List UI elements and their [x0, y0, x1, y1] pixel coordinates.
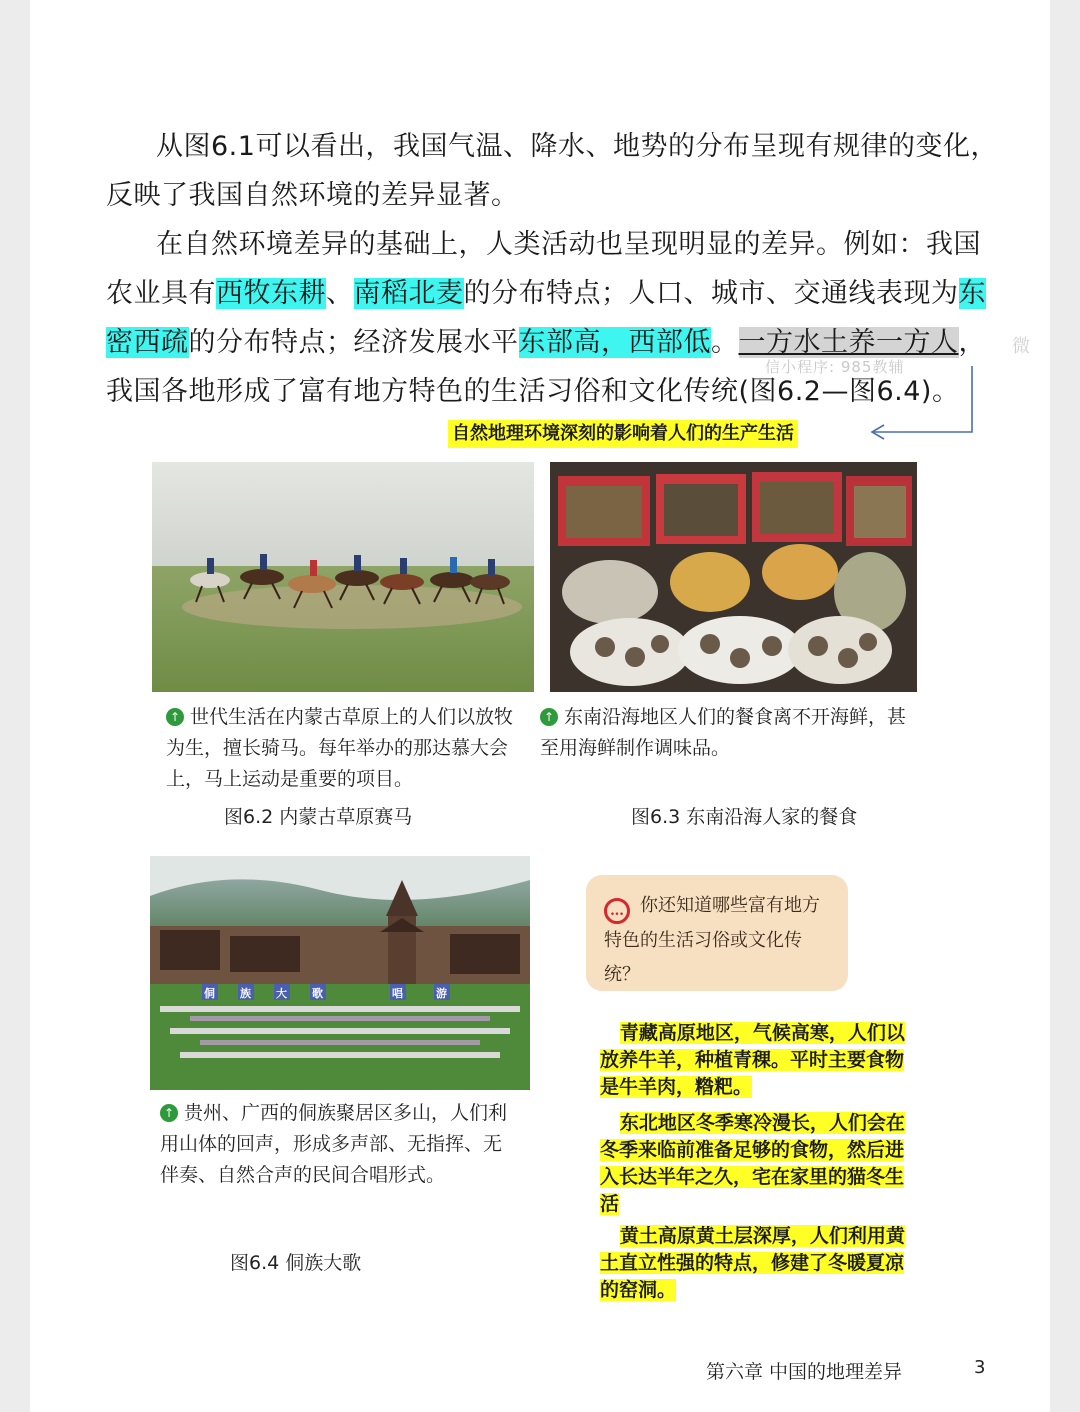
- caption-arrow-icon: ↑: [540, 708, 558, 726]
- question-text: 你还知道哪些富有地方特色的生活习俗或文化传统？: [604, 895, 820, 985]
- fig3-caption: [540, 702, 912, 764]
- watermark: 信小程序: 985教辅: [765, 358, 905, 376]
- answer-1-text: 青藏高原地区，气候高寒，人们以放养牛羊，种植青稞。平时主要食物是牛羊肉，糌粑。: [600, 1022, 905, 1098]
- para2-text-2: 、: [326, 278, 354, 309]
- para2-text-1: 在自然环境差异的基础上，人类活动也呈现明显的差异。例如：我国农业具有: [106, 229, 981, 309]
- highlight-dong-mi-xi-shu: 东密西疏: [106, 278, 986, 358]
- banner-char: 唱: [392, 987, 403, 1000]
- banner-char: 游: [436, 987, 447, 1000]
- para2-text-3: 的分布特点；人口、城市、交通线表现为: [463, 278, 959, 309]
- fig2-caption-text: 世代生活在内蒙古草原上的人们以放牧为生，擅长骑马。每年举办的那达慕大会上，马上运动是重要的项目。: [166, 706, 514, 790]
- highlight-yi-fang-shui-tu: 一方水土养一方人: [738, 327, 959, 358]
- page-number: 3: [974, 1357, 986, 1378]
- annotation-note: 自然地理环境深刻的影响着人们的生产生活: [448, 420, 798, 448]
- banner-char: 族: [240, 987, 251, 1000]
- paragraph-1: [106, 122, 1006, 220]
- para2-text-5: 。: [711, 327, 739, 358]
- answer-3-text: 黄土高原黄土层深厚，人们利用黄土直立性强的特点，修建了冬暖夏凉的窑洞。: [600, 1225, 905, 1301]
- answer-qingzang: [600, 1020, 916, 1101]
- banner-char: 歌: [312, 987, 323, 1000]
- fig4-caption-text: 贵州、广西的侗族聚居区多山，人们利用山体的回声，形成多声部、无指挥、无伴奏、自然合声的民间合唱形式。: [160, 1102, 508, 1186]
- fig4-caption: [160, 1098, 510, 1191]
- question-bubble: [586, 875, 848, 991]
- speech-bubble-icon: …: [604, 898, 630, 924]
- document-page: [30, 0, 1050, 1412]
- fig3-caption-text: 东南沿海地区人们的餐食离不开海鲜，甚至用海鲜制作调味品。: [540, 706, 907, 759]
- paragraph-1-text: 从图6.1可以看出，我国气温、降水、地势的分布呈现有规律的变化，反映了我国自然环境的差异显著。: [106, 131, 998, 211]
- answer-dongbei: [600, 1110, 916, 1218]
- answer-2-text: 东北地区冬季寒冷漫长，人们会在冬季来临前准备足够的食物，然后进入长达半年之久，宅在家里的猫冬生活: [600, 1112, 905, 1215]
- highlight-dong-gao-xi-di: 东部高，西部低: [518, 327, 711, 358]
- photo-dong-grand-song: [150, 856, 530, 1090]
- annotation-arrow-icon: [860, 360, 980, 450]
- highlight-nan-dao-bei-mai: 南稻北麦: [353, 278, 464, 309]
- caption-arrow-icon: ↑: [166, 708, 184, 726]
- para2-text-4: 的分布特点；经济发展水平: [188, 327, 519, 358]
- answer-huangtu: [600, 1223, 916, 1304]
- banner-char: 大: [276, 987, 287, 1000]
- photo-grassland-horse-race: [152, 462, 534, 692]
- watermark-side: 微: [1012, 336, 1030, 357]
- fig3-title: 图6.3 东南沿海人家的餐食: [631, 806, 858, 828]
- fig2-caption: [166, 702, 526, 795]
- chapter-footer: 第六章 中国的地理差异: [706, 1361, 903, 1383]
- photo-seafood-meal: [550, 462, 917, 692]
- banner-char: 侗: [204, 987, 215, 1000]
- highlight-xi-mu-dong-geng: 西牧东耕: [216, 278, 326, 309]
- fig4-title: 图6.4 侗族大歌: [230, 1252, 362, 1274]
- para2-text-6: ，我国各地形成了富有地方特色的生活习俗和文化传统(图6.2—图6.4)。: [106, 327, 986, 407]
- fig2-title: 图6.2 内蒙古草原赛马: [224, 806, 413, 828]
- caption-arrow-icon: ↑: [160, 1104, 178, 1122]
